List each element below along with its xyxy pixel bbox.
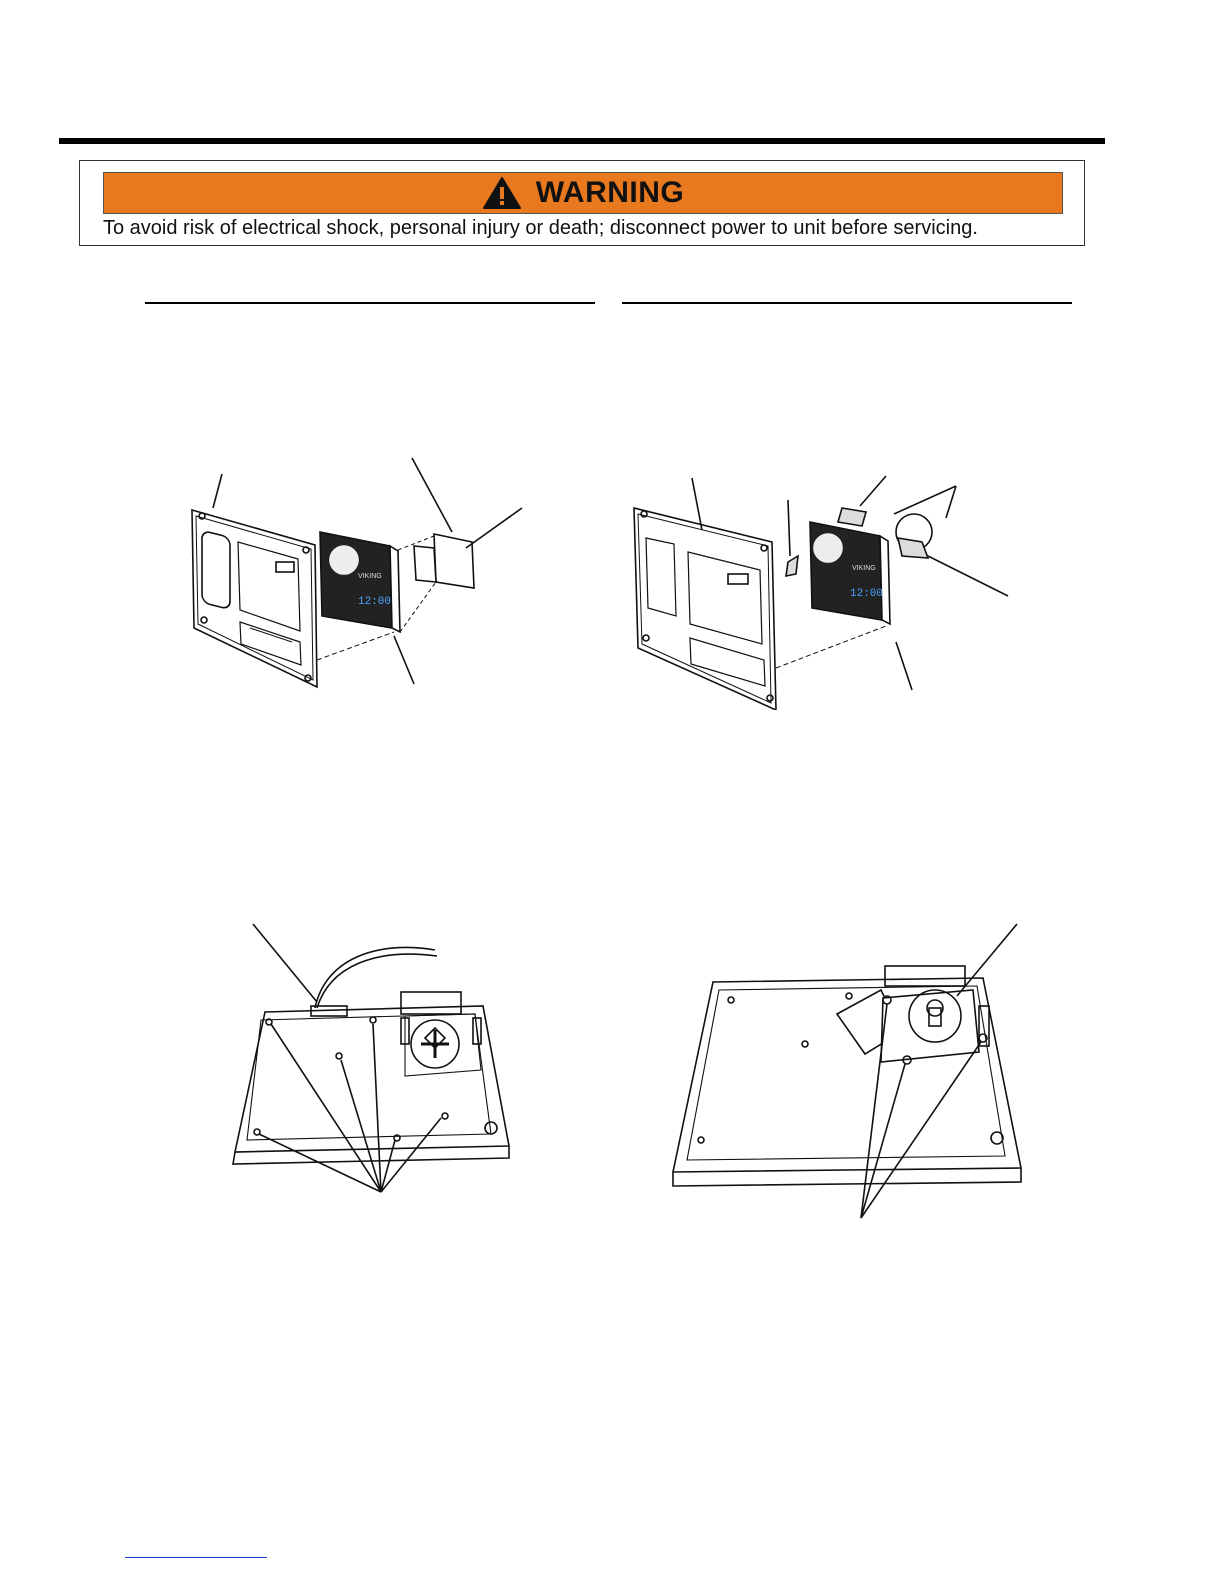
right-column-rule: [622, 302, 1072, 304]
warning-message: To avoid risk of electrical shock, personal injury or death; disconnect power to unit before servicing.: [103, 217, 978, 239]
warning-triangle-icon: [482, 176, 522, 210]
display-time-right: 12:00: [850, 588, 884, 600]
warning-box: [79, 160, 1085, 246]
left-column-rule: [145, 302, 595, 304]
control-housing-back-view-right: [665, 920, 1035, 1220]
top-rule: [59, 138, 1105, 144]
display-brand-right: VIKING: [852, 565, 876, 572]
display-brand-left: VIKING: [358, 573, 382, 580]
warning-title: WARNING: [535, 176, 685, 209]
control-panel-exploded-view-right: [630, 470, 1020, 710]
warning-banner: [103, 172, 1063, 214]
footer-link-underline[interactable]: [125, 1557, 267, 1558]
display-time-left: 12:00: [358, 596, 392, 608]
control-panel-exploded-view-left: [180, 450, 540, 690]
control-housing-back-view-left: [225, 920, 525, 1200]
